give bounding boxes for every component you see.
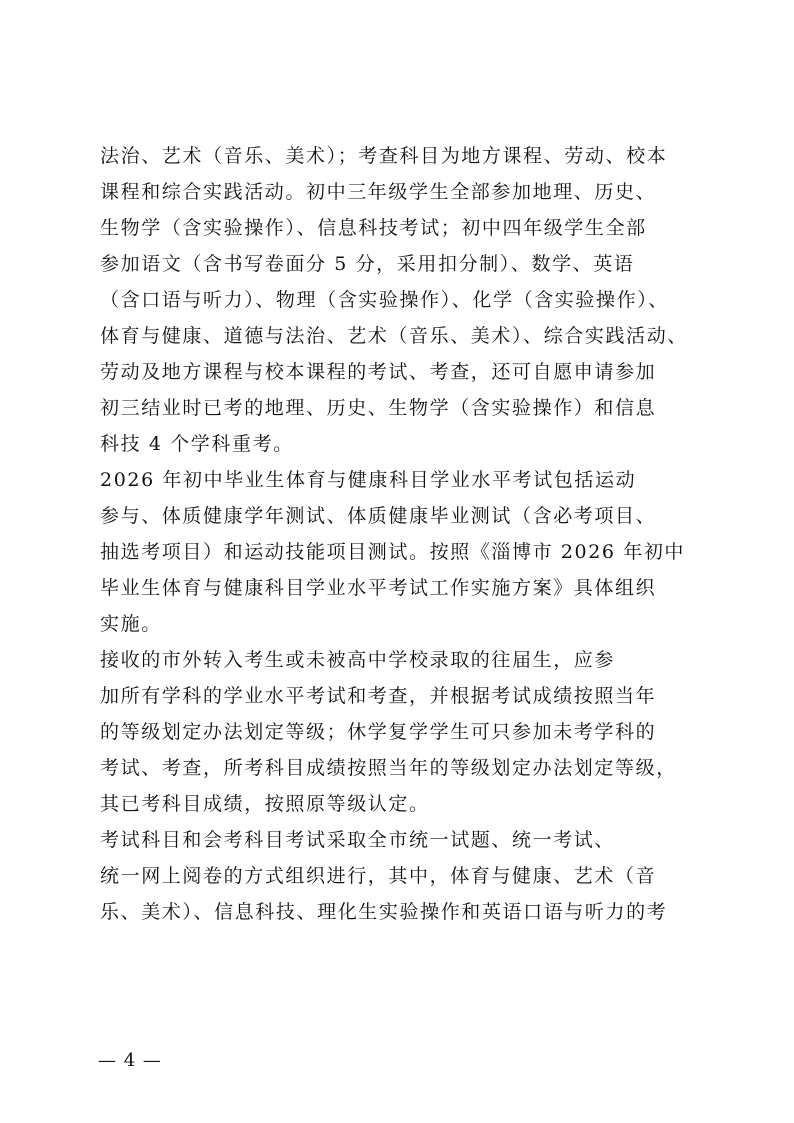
text-line: 法治、艺术（音乐、美术）；考查科目为地方课程、劳动、校本 xyxy=(100,145,668,167)
text-line: 劳动及地方课程与校本课程的考试、考查，还可自愿申请参加 xyxy=(100,361,657,383)
text-line: 的等级划定办法划定等级；休学复学学生可只参加未考学科的 xyxy=(100,721,657,743)
text-line: 抽选考项目）和运动技能项目测试。按照《淄博市 2026 年初中 xyxy=(100,541,686,563)
text-line: 参加语文（含书写卷面分 5 分，采用扣分制）、数学、英语 xyxy=(100,253,635,275)
text-line: 科技 4 个学科重考。 xyxy=(100,433,294,455)
text-line: 加所有学科的学业水平考试和考查，并根据考试成绩按照当年 xyxy=(100,685,657,707)
text-line: 其已考科目成绩，按照原等级认定。 xyxy=(100,793,430,815)
text-line: 考试、考查，所考科目成绩按照当年的等级划定办法划定等级， xyxy=(100,757,677,779)
text-line: 乐、美术）、信息科技、理化生实验操作和英语口语与听力的考 xyxy=(100,901,668,923)
text-line: 实施。 xyxy=(100,613,162,635)
text-line: 接收的市外转入考生或未被高中学校录取的往届生，应参 xyxy=(100,649,616,671)
text-line: 参与、体质健康学年测试、体质健康毕业测试（含必考项目、 xyxy=(100,505,657,527)
text-line: 统一网上阅卷的方式组织进行，其中，体育与健康、艺术（音 xyxy=(100,865,657,887)
text-line: （含口语与听力）、物理（含实验操作）、化学（含实验操作）、 xyxy=(100,289,669,311)
text-line: 2026 年初中毕业生体育与健康科目学业水平考试包括运动 xyxy=(100,469,637,491)
text-line: 初三结业时已考的地理、历史、生物学（含实验操作）和信息 xyxy=(100,397,657,419)
text-line: 课程和综合实践活动。初中三年级学生全部参加地理、历史、 xyxy=(100,181,657,203)
text-line: 毕业生体育与健康科目学业水平考试工作实施方案》具体组织 xyxy=(100,577,657,599)
page-number: — 4 — xyxy=(98,1050,162,1071)
text-line: 体育与健康、道德与法治、艺术（音乐、美术）、综合实践活动、 xyxy=(100,325,688,347)
text-line: 生物学（含实验操作）、信息科技考试；初中四年级学生全部 xyxy=(100,217,647,239)
body-text xyxy=(100,138,710,930)
text-line: 考试科目和会考科目考试采取全市统一试题、统一考试、 xyxy=(100,829,616,851)
